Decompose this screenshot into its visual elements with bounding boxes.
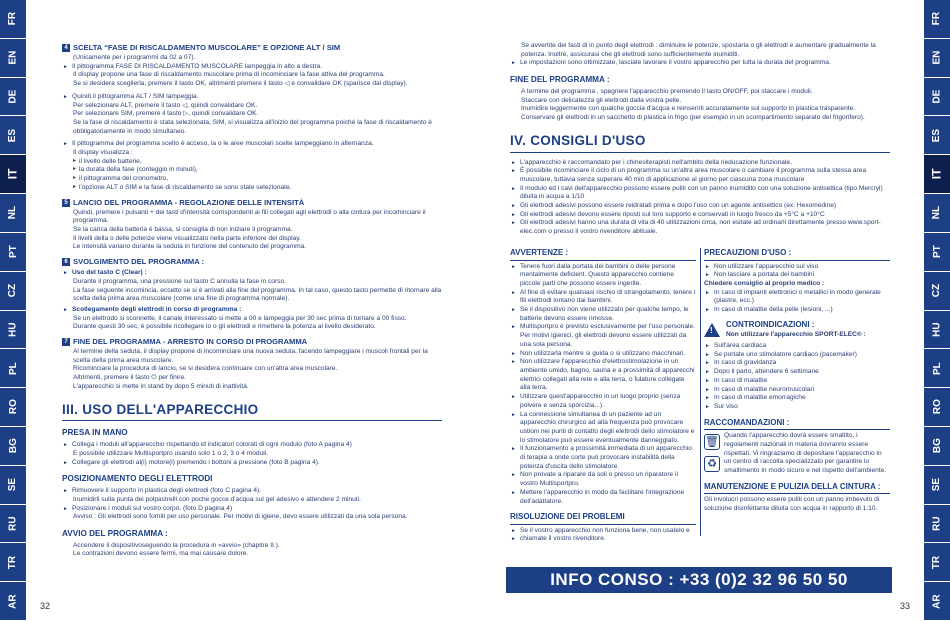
list-item: ► Utilizzare quest'apparecchio in un luogo proprio (senza polvere e senza sporcizia...). <box>510 393 696 410</box>
text: Inumidire leggermente con qualche goccia d'acqua e reinserirli accuratamente sul supporto in plastica trasparente. <box>521 105 856 113</box>
language-tab-hu[interactable]: HU <box>924 311 950 350</box>
list-item: ▸ l'opzione ALT o SIM e la fase di riscaldamento se sono state selezionate. <box>62 184 442 193</box>
list-item: ► La connessione simultanea di un paziente ad un apparecchio chirurgico ad alta frequenza può provocare ustioni nei punti di contatto degli elettrodi dello stimolatore e lo stimolatore può essere eventualmente danneggiato. <box>510 411 696 446</box>
text: La fase seguente incomincia, eccetto se si è arrivati alla fine del programma. In tal caso, questo tasto permette di ritornare alla scelta della prima area muscolare (come una fine di programma normale). <box>73 286 442 303</box>
language-tab-tr[interactable]: TR <box>924 543 950 582</box>
language-tab-de[interactable]: DE <box>0 78 26 117</box>
list-item: ► Non utilizzarla mentre si guida o si utilizzano macchinari. <box>510 350 696 359</box>
language-tab-cz[interactable]: CZ <box>924 272 950 311</box>
list-item: ► Non utilizzare l'apparecchio d'elettrostimolazione in un ambiente umido, bagno, sauna e a prossimità di apparecchi elettrici collegati alla rete e alla terra, o fulature collegate alla terra. <box>510 358 696 393</box>
language-tab-se[interactable]: SE <box>924 466 950 505</box>
left-column <box>62 38 442 559</box>
list-item: ▸ il livello delle batterie, <box>62 158 442 167</box>
page-number-left: 32 <box>40 601 51 612</box>
list-item: ► Non utilizzare l'apparecchio sul viso <box>704 263 890 272</box>
language-tab-it[interactable]: IT <box>924 155 950 194</box>
controindicazioni-subheading: Non utilizzare l'apparecchio SPORT-ELEC® : <box>726 331 866 339</box>
list-item: ► Il modulo ed i cavi dell'apparecchio possono essere puliti con un panno inumidito con una soluzione antisettica (tipo Mercryl) diluita in acqua a 1/10 <box>510 185 890 202</box>
text: Conservare gli elettrodi in un sacchetto di plastica in frigo (per esempio in un scompartimento separato del frigorifero). <box>521 114 865 122</box>
language-tab-pl[interactable]: PL <box>0 349 26 388</box>
text: ► Quindi il pittogramma ALT / SIM lampeggia. <box>62 93 442 102</box>
text: Il display propone una fase di riscaldamento muscolare prima di incominciare la fase attiva del programma. <box>73 71 385 79</box>
precautions-column <box>704 248 890 544</box>
section-6-heading: 6 SVOLGIMENTO DEL PROGRAMMA : <box>62 257 442 267</box>
list-item: ► Multisportpro è previsto esclusivamente per l'uso personale. Per motivi igienici, gli elettrodi devono essere utilizzati da una sola persona. <box>510 323 696 349</box>
text: Avviso : Gli elettrodi sono forniti per uso personale. Per motivi di igiene, devo essere utilizzati da una sola persona. <box>73 513 408 521</box>
text: Le intensità variano durante la seduta in funzione del contenuto del programma. <box>73 243 307 251</box>
section-4-heading: 4 SCELTA “FASE DI RISCALDAMENTO MUSCOLARE” E OPZIONE ALT / SIM <box>62 43 442 53</box>
risoluzione-list <box>510 527 696 544</box>
list-item: ► In caso di gravidanza <box>704 359 890 368</box>
text: Se la fase di riscaldamento è stata selezionata, SIM, si visualizza all'inizio del programma poiché la fase di riscaldamento è obbligatoriamente in modo simultaneo. <box>73 118 432 135</box>
list-item: ► È possibile ricominciare il ciclo di un programma su un'altra area muscolare o cambiare il programma sulla stessa area muscolare, tuttavia senza superare 40 min di applicazione al giorno per ciascuna zona muscolare <box>510 167 890 184</box>
list-item: ► Gli elettrodi adesivi hanno una durata di vita di 40 utilizzazioni circa, non esitate ad ordinarli direttamente presso www.sport-elec.com o presso il vostro rivenditore abituale. <box>510 219 890 236</box>
controindicazioni-heading: CONTROINDICAZIONI : <box>726 319 815 329</box>
avvio-heading: AVVIO DEL PROGRAMMA : <box>62 528 168 538</box>
text: Quindi, premere i pulsanti + dei tasti d'intensità corrispondenti ai fili collegati agli elettrodi o alla cintura per incominciare il programma. <box>73 208 426 225</box>
avvertenze-heading: AVVERTENZE : <box>510 248 696 261</box>
language-tab-cz[interactable]: CZ <box>0 272 26 311</box>
text: Se un elettrodo si sconnette, il canale interessato si mette a 00 e lampeggia per 30 sec prima di tornare a 00 fisso. <box>73 314 407 322</box>
posizionamento-heading: POSIZIONAMENTO DEGLI ELETTRODI <box>62 474 213 484</box>
language-tab-it[interactable]: IT <box>0 155 26 194</box>
section-iv-heading: IV. CONSIGLI D'USO <box>510 132 890 153</box>
language-tab-se[interactable]: SE <box>0 466 26 505</box>
language-tab-nl[interactable]: NL <box>924 194 950 233</box>
warnings-column <box>510 248 696 544</box>
language-tab-bg[interactable]: BG <box>924 427 950 466</box>
language-tab-en[interactable]: EN <box>0 39 26 78</box>
language-tab-ru[interactable]: RU <box>924 505 950 544</box>
text: Per selezionare ALT, premere il tasto ◁, quindi convalidare OK. <box>73 101 258 109</box>
language-tab-en[interactable]: EN <box>924 39 950 78</box>
section-7-heading: 7 FINE DEL PROGRAMMA - ARRESTO IN CORSO DI PROGRAMMA <box>62 337 442 347</box>
controindicazioni-list <box>704 342 890 412</box>
raccomandazioni-heading: RACCOMANDAZIONI : <box>704 418 890 431</box>
avvertenze-list <box>510 263 696 507</box>
text: ► Collegare gli elettrodi al(i) motore(i) premendo i bottoni a pressione (foto B pagina 4). <box>62 459 442 468</box>
list-item: ► Gli elettrodi adesivi devono essere riposti sul loro supporto e conservati in luogo fresco da +5°C a +10°C <box>510 211 890 220</box>
right-column <box>510 42 890 237</box>
list-item: ► Non provate a riparare da soli o presso un riparatore il vostro Multisportpro. <box>510 471 696 488</box>
recycle-icon: ♻ <box>704 456 720 472</box>
list-item: ► L'apparecchio è raccomandato per i chinesiterapisti nell'ambito della rieducazione funzionale. <box>510 159 890 168</box>
text: ► Collega i moduli all'apparecchio rispettando id indicatori colorati di ogni modulo (foto A pagina 4) <box>62 441 442 450</box>
text: Se la carica della batteria è bassa, si consiglia di non iniziare il programma. <box>73 225 293 233</box>
risoluzione-heading: RISOLUZIONE DEI PROBLEMI <box>510 512 696 525</box>
text: Accendere il dispositivoseguendo la procedura in «avvio» (chapitre II.). <box>73 541 280 549</box>
language-tab-pt[interactable]: PT <box>924 233 950 272</box>
text: (Unicamente per i programmi da 02 a 07). <box>73 54 196 62</box>
language-tab-ru[interactable]: RU <box>0 505 26 544</box>
text: Per selezionare SIM, premere il tasto ▷, quindi convalidare OK. <box>73 110 259 118</box>
text: Al termine della seduta, il display propone di incominciare una nuova seduta, facendo lampeggiare i muscoli frontali per la scelta della prima area muscolare. <box>73 348 428 364</box>
precauzioni-list-2 <box>704 289 890 315</box>
list-item: ► Se il dispositivo non viene utilizzato per qualche tempo, le batterie devono essere rimosse. <box>510 306 696 323</box>
list-item: ▸ la durata della fase (conteggio in minuti), <box>62 166 442 175</box>
list-item: ► In caso di malattie della pelle (lesioni, ...) <box>704 306 890 315</box>
language-tabs-left <box>0 0 26 621</box>
language-tab-de[interactable]: DE <box>924 78 950 117</box>
subheading: ► Uso del tasto C (Clear) : <box>62 269 442 278</box>
language-tab-ro[interactable]: RO <box>0 388 26 427</box>
text: A termine del programma , spegnere l'apparecchio premendo il tasto ON/OFF, poi staccare i moduli. <box>521 87 813 95</box>
text: ► Le impostazioni sono ottimizzate, lasciate lavorare il vostro apparecchio per tutta la durata del programma. <box>510 59 890 68</box>
list-item: ► Dopo il parto, attendere 6 settimane <box>704 368 890 377</box>
section-iii-heading: III. USO DELL'APPARECCHIO <box>62 401 442 422</box>
text: ► Il pittogramma FASE DI RISCALDAMENTO MUSCOLARE lampeggia in alto a destra. <box>62 63 442 72</box>
list-item: ► Non lasciare a portata dei bambini <box>704 271 890 280</box>
consigli-list <box>510 159 890 237</box>
language-tab-tr[interactable]: TR <box>0 543 26 582</box>
language-tab-nl[interactable]: NL <box>0 194 26 233</box>
text: Se avvertite dei fasti di in punto degli elettrodi : diminuire le potenze, spostarla o gli elettrodi e aumentare gradualmente la potenza. Inoltre, assicurasi che gli elettrodi sono sufficientemente inumiditi. <box>521 42 876 58</box>
section-5-heading: 5 LANCIO DEL PROGRAMMA - REGOLAZIONE DELLE INTENSITÀ <box>62 198 442 208</box>
text: Le contrazioni devono essere fermi, ma mai causare dolore. <box>73 550 249 558</box>
list-item: ► In caso di malattie <box>704 377 890 386</box>
list-item: ► Sull'area cardiaca <box>704 342 890 351</box>
text: ► Rimuovere il supporto in plastica degli elettrodi (foto C pagina 4). <box>62 487 442 496</box>
text: Altrimenti, premere il tasto ⏻ per finire. <box>73 374 186 382</box>
warning-icon: ! <box>704 323 720 337</box>
language-tab-pt[interactable]: PT <box>0 233 26 272</box>
language-tab-ar[interactable]: AR <box>924 582 950 621</box>
list-item: ► Gli elettrodi adesivi possono essere reidratati prima e dopo l'uso con un agente antisettico (ex: Hexomedine) <box>510 202 890 211</box>
info-conso-banner: INFO CONSO : +33 (0)2 32 96 50 50 <box>506 567 892 593</box>
list-item: ► Al fine di evitare qualsiasi rischio di strangolamento, tenere i fili elettrodi lontano dai bambini. <box>510 289 696 306</box>
text: ► Posizionare i moduli sul vostro corpo. (foto D pagina 4) <box>62 505 442 514</box>
text: Il livelli della o delle potenze viene visualizzato nella parte inferiore del display. <box>73 234 301 242</box>
language-tab-fr[interactable]: FR <box>0 0 26 39</box>
subheading: ► Scollegamento degli elettrodi in corso di programma : <box>62 306 442 315</box>
list-item: ► Se portate uno stimolatore cardiaco (pacemaker) <box>704 351 890 360</box>
manutenzione-heading: MANUTENZIONE E PULIZIA DELLA CINTURA : <box>704 482 890 495</box>
language-tab-fr[interactable]: FR <box>924 0 950 39</box>
text: Staccare con delicatezza gli elettrodi dalla vostra pelle. <box>521 96 682 104</box>
text: Ricominciare la procedura di lancio, se si desidera continuare con un'altra area muscolare. <box>73 365 338 373</box>
text: Il display visualizza : <box>73 149 133 157</box>
text: E possibile utilizzare Multisportpro usando solo 1 o 2, 3 o 4 moduli. <box>73 449 268 457</box>
precauzioni-heading: PRECAUZIONI D'USO : <box>704 248 890 261</box>
text: ► Il pittogramma del programma scelto è acceso, la o le aree muscolari scelte lampeggiano in alternanza. <box>62 140 442 149</box>
text: Inumidirli sulla punta dei polpastrelli con poche gocce d'acqua sul gel adesivo e attendere 2 minuti. <box>73 495 361 503</box>
precauzioni-subheading: Chiedere consiglio al proprio medico : <box>704 279 825 287</box>
list-item: ▸ il pittogramma del cronometro, <box>62 175 442 184</box>
list-item: ► Se il vostro apparecchio non funziona bene, non usatelo e <box>510 527 696 536</box>
language-tab-pl[interactable]: PL <box>924 349 950 388</box>
text: L'apparecchio si mette in stand by dopo 5 minuti di inattività. <box>73 382 249 390</box>
language-tab-ar[interactable]: AR <box>0 582 26 621</box>
list-item: ► Sur viso <box>704 403 890 412</box>
fine-programma-heading: FINE DEL PROGRAMMA : <box>510 75 610 85</box>
list-item: ► Tenere fuori dalla portata dei bambini o delle persone mentalmente deficient. Questo apparecchio contiene piccole parti che possono essere ingerite. <box>510 263 696 289</box>
language-tab-bg[interactable]: BG <box>0 427 26 466</box>
language-tab-hu[interactable]: HU <box>0 311 26 350</box>
text: Durante il programma, una pressione sul tasto C annulla la fase in corso. <box>73 277 286 285</box>
bottom-boxes <box>510 248 890 544</box>
precauzioni-list <box>704 263 890 280</box>
raccomandazioni-text: Quando l'apparecchio dovrà essere smaltito, i regolamenti nazionali in materia dovranno essere rispettati. Vi ringraziamo di depositare l'apparecchio in un centro di raccolta specializzato per garantire lo smaltimento in modo sicuro e nel rispetto dell'ambiente. <box>724 432 887 474</box>
list-item: ► In caso di malattie emorragiche <box>704 394 890 403</box>
language-tab-es[interactable]: ES <box>924 116 950 155</box>
list-item: ► In caso di impianti elettronici o metallici in modo generale (piastre, ecc.) <box>704 289 890 306</box>
list-item: ► Il funzionamento a prossimità immediata di un apparecchio di terapia a onde corte può provocare instabilità della potenza d'uscita dello stimolatore. <box>510 445 696 471</box>
text: Durante questi 30 sec, è possibile ricollegare lo o gli elettrodi e rimettere la potenza al livello desiderato. <box>73 323 376 331</box>
trash-bin-icon: 🗑 <box>705 436 719 449</box>
list-item: ► Mettere l'apparecchio in modo da facilitare l'integrazione dell'adattatore. <box>510 489 696 506</box>
page-number-right: 33 <box>899 601 910 612</box>
manutenzione-text: Gli involucri possono essere puliti con un panno imbevuto di soluzione disinfettante diluita con acqua in rapporto di 1:10. <box>704 496 880 512</box>
language-tab-ro[interactable]: RO <box>924 388 950 427</box>
controindicazioni-header <box>704 320 890 340</box>
language-tabs-right <box>924 0 950 621</box>
raccomandazioni-block <box>704 432 890 476</box>
text: Se si desidera sceglierla, premere il tasto OK, altrimenti premere il tasto ◁ e convalidare OK (sparisce dal display). <box>73 80 408 88</box>
language-tab-es[interactable]: ES <box>0 116 26 155</box>
presa-heading: PRESA IN MANO <box>62 428 128 438</box>
list-item: ► chiamate il vostro rivenditore. <box>510 535 696 544</box>
list-item: ► In caso di malattie neuromuscolari <box>704 386 890 395</box>
